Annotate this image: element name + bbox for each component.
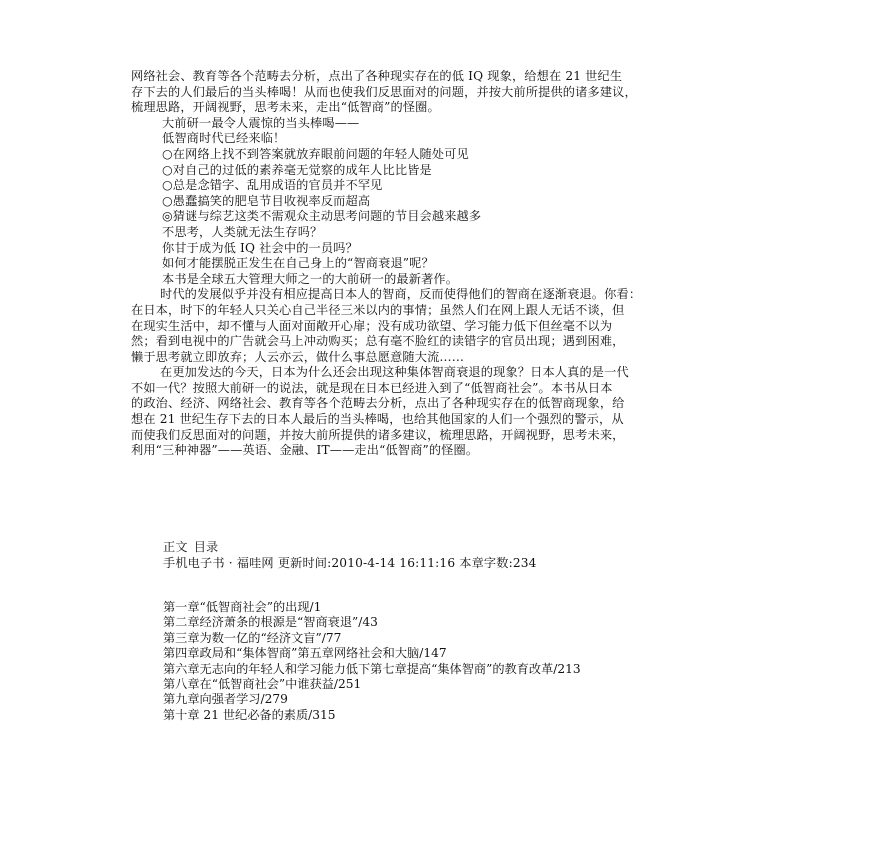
intro-line: 网络社会、教育等各个范畴去分析，点出了各种现实存在的低 IQ 现象，给想在 21 世纪生 bbox=[131, 69, 623, 83]
toc-item[interactable]: 第十章 21 世纪必备的素质/315 bbox=[163, 707, 336, 722]
toc-item[interactable]: 第九章向强者学习/279 bbox=[163, 692, 288, 707]
bullet-line: ○总是念错字、乱用成语的官员并不罕见 bbox=[162, 178, 383, 193]
paragraph-line: 懒于思考就立即放弃；人云亦云，做什么事总愿意随大流…… bbox=[131, 349, 465, 364]
paragraph-line: 然；看到电视中的广告就会马上冲动购买；总有毫不脸红的读错字的官员出现；遇到困难， bbox=[131, 334, 625, 349]
body-label: 正文 bbox=[163, 540, 188, 554]
intro-line: 你甘于成为低 IQ 社会中的一员吗？ bbox=[162, 240, 358, 255]
paragraph-line: 的政治、经济、网络社会、教育等各个范畴去分析，点出了各种现实存在的低智商现象，给 bbox=[131, 396, 625, 411]
table-of-contents bbox=[163, 600, 775, 723]
paragraph-line: 而使我们反思面对的问题，并按大前所提供的诸多建议，梳理思路，开阔视野，思考未来， bbox=[131, 427, 625, 442]
paragraph-line: 在现实生活中，却不懂与人面对面敞开心扉；没有成功欲望、学习能力低下但丝毫不以为 bbox=[131, 318, 613, 333]
paragraph-line: 不如一代？按照大前研一的说法，就是现在日本已经进入到了“低智商社会”。本书从日本 bbox=[131, 380, 613, 395]
bullet-line: ○愚蠢搞笑的肥皂节目收视率反而超高 bbox=[162, 193, 371, 208]
paragraph-line: 在更加发达的今天，日本为什么还会出现这种集体智商衰退的现象？日本人真的是一代 bbox=[160, 365, 629, 380]
toc-item[interactable]: 第三章为数一亿的“经济文盲”/77 bbox=[163, 630, 342, 645]
bullet-line: ○对自己的过低的素养毫无觉察的成年人比比皆是 bbox=[162, 162, 432, 177]
contents-label: 目录 bbox=[193, 540, 219, 554]
toc-item[interactable]: 第四章政局和“集体智商”第五章网络社会和大脑/147 bbox=[163, 646, 447, 661]
paragraph-line: 利用“三种神器”——英语、金融、IT——走出“低智商”的怪圈。 bbox=[131, 443, 479, 458]
paragraph-line: 在日本，时下的年轻人只关心自己半径三米以内的事情；虽然人们在网上跟人无话不谈，但 bbox=[131, 302, 625, 317]
intro-text-block bbox=[131, 69, 743, 459]
intro-line: 存下去的人们最后的当头棒喝！从而也使我们反思面对的问题，并按大前所提供的诸多建议， bbox=[131, 84, 637, 99]
bullet-line: ○在网络上找不到答案就放弃眼前问题的年轻人随处可见 bbox=[162, 146, 469, 161]
paragraph-line: 时代的发展似乎并没有相应提高日本人的智商，反而使得他们的智商在逐渐衰退。你看： bbox=[160, 287, 642, 302]
intro-line: 如何才能摆脱正发生在自己身上的“智商衰退”呢？ bbox=[162, 256, 434, 271]
toc-item[interactable]: 第一章“低智商社会”的出现/1 bbox=[163, 600, 322, 614]
source-info: 手机电子书 · 福哇网 更新时间:2010-4-14 16:11:16 本章字数:234 bbox=[163, 555, 537, 570]
toc-item[interactable]: 第二章经济萧条的根源是“智商衰退”/43 bbox=[163, 615, 378, 630]
chapter-meta bbox=[163, 540, 775, 571]
toc-item[interactable]: 第八章在“低智商社会”中谁获益/251 bbox=[163, 676, 362, 691]
paragraph-line: 想在 21 世纪生存下去的日本人最后的当头棒喝，也给其他国家的人们一个强烈的警示，从 bbox=[131, 412, 624, 427]
section-heading bbox=[163, 540, 775, 556]
intro-line: 本书是全球五大管理大师之一的大前研一的最新著作。 bbox=[162, 271, 459, 286]
bullet-line: ◎猜谜与综艺这类不需观众主动思考问题的节目会越来越多 bbox=[162, 209, 482, 224]
intro-line: 梳理思路，开阔视野，思考未来，走出“低智商”的怪圈。 bbox=[131, 100, 440, 115]
intro-line: 不思考，人类就无法生存吗？ bbox=[162, 224, 323, 239]
toc-item[interactable]: 第六章无志向的年轻人和学习能力低下第七章提高“集体智商”的教育改革/213 bbox=[163, 661, 581, 676]
intro-line: 低智商时代已经来临！ bbox=[162, 131, 286, 146]
intro-line: 大前研一最令人震惊的当头棒喝—— bbox=[162, 115, 360, 130]
